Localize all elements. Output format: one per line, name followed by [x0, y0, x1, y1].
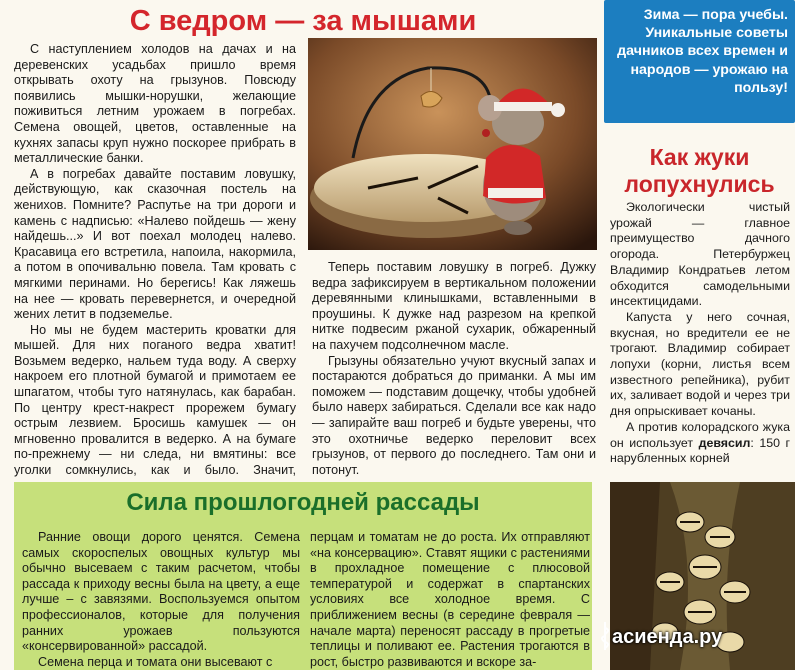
paragraph: перцам и томатам не до роста. Их отправляют «на консервацию». Ставят ящики с растениями в прохладное помещение с плюсовой температурой и содержат в спартанских условиях все холодное время. С приближением весны (в середине февраля — начале марта) переносят рассаду в прогретые теплицы и поливают ее. Растения трогаются в рост, быстро развиваются и вскоре за-	[310, 530, 590, 669]
article-column-2	[312, 260, 596, 478]
article-column-2	[310, 530, 590, 670]
paragraph: А в погребах давайте поставим ловушку, действующую, как сказочная постель на женихов. Помните? Распутье на три дороги и камень с надписью: «Налево пойдешь — жену найдешь...» И вот поехал молодец налево. Красавица его встретила, напоила, накормила, а потом в опочивальню повела. Там кровать с мягкими перинами. Но берегись! Как ляжешь на нее — кровать перевернется, и очередной жених летит в подземелье.	[14, 166, 296, 322]
watermark-text: асиенда.ру	[612, 626, 723, 648]
text-span: А против колорадского жука он использует	[610, 419, 790, 450]
paragraph: Капуста у него сочная, вкусная, но вредители ее не трогают. Владимир собирает лопухи (корни, листья всем известного репейника), рубит их, заливает водой и через три дня опрыскивает кочаны.	[610, 309, 790, 419]
paragraph: Экологически чистый урожай — главное преимущество дачного огорода. Петербуржец Владимир Кондратьев летом обходится самодельными инсектицидами.	[610, 200, 790, 309]
bold-term: девясил	[698, 435, 751, 450]
paragraph: С наступлением холодов на дачах и на деревенских усадьбах пришло время открывать охоту на грызунов. Повсюду появились мышки-норушки, желающие поживиться летним урожаем в погребах. Семена овощей, цветов, оставленные на кухнях запасы круп нужно поскорее прибрать в металлические банки.	[14, 42, 296, 166]
article-column-1	[14, 42, 296, 494]
mouse-trap-photo	[308, 38, 597, 250]
article-title: Как жуки лопухнулись	[624, 144, 775, 197]
article-column	[610, 200, 790, 467]
paragraph: Ранние овощи дорого ценятся. Семена самых скороспелых овощных культур мы обычно высеваем с таким расчетом, чтобы рассада к приходу весны была на цвету, а еще лучше – с завязями. Воспользуемся опытом профессионалов, которые для получения ранних урожаев пользуются «консервированной» рассадой.	[22, 530, 300, 654]
paragraph: Но мы не будем мастерить кроватки для мышей. Для них поганого ведра хватит! Возьмем ведерко, нальем туда воду. А сверху накроем его плотной бумагой и примотаем ее шпагатом, чтобы туго натянулась, как барабан. По центру крест-накрест прорежем бумагу острым лезвием. Бросишь камушек — он мгновенно провалится в ведерко. А на бумаге по-прежнему — ни следа, ни вмятины: все уголки сомкнулись, как и было. Значит,	[14, 322, 296, 478]
paragraph: Семена перца и томата они высевают с	[38, 654, 273, 669]
article-title: С ведром — за мышами	[129, 5, 477, 37]
paragraph: Теперь поставим ловушку в погреб. Дужку ведра зафиксируем в вертикальном положении деревянными клинышками, вставленными в проушины. К дужке над разрезом на крепкой нитке подвесим ржаной сухарик, обжаренный на пахучем подсолнечном масле.	[312, 260, 596, 352]
article-title: Сила прошлогодней рассады	[126, 489, 480, 516]
text-span: : 150 г нарубленных корней	[610, 435, 790, 466]
mouse-photo-illustration	[308, 38, 597, 250]
promo-text: Зима — пора учебы. Уникальные советы дачников всех времен и народов — урожаю на пользу!	[617, 7, 788, 96]
paragraph: Грызуны обязательно учуют вкусный запах и постараются добраться до приманки. А мы им поможем — подставим дощечку, чтобы удобней было наверх забираться. Сделали все как надо — запирайте ваш погреб и будьте уверены, что это охотничье ведерко переловит всех грызунов, от первого до последнего. Там они и потонут.	[312, 353, 596, 477]
paragraph	[610, 420, 790, 467]
article-column-1	[22, 530, 300, 670]
